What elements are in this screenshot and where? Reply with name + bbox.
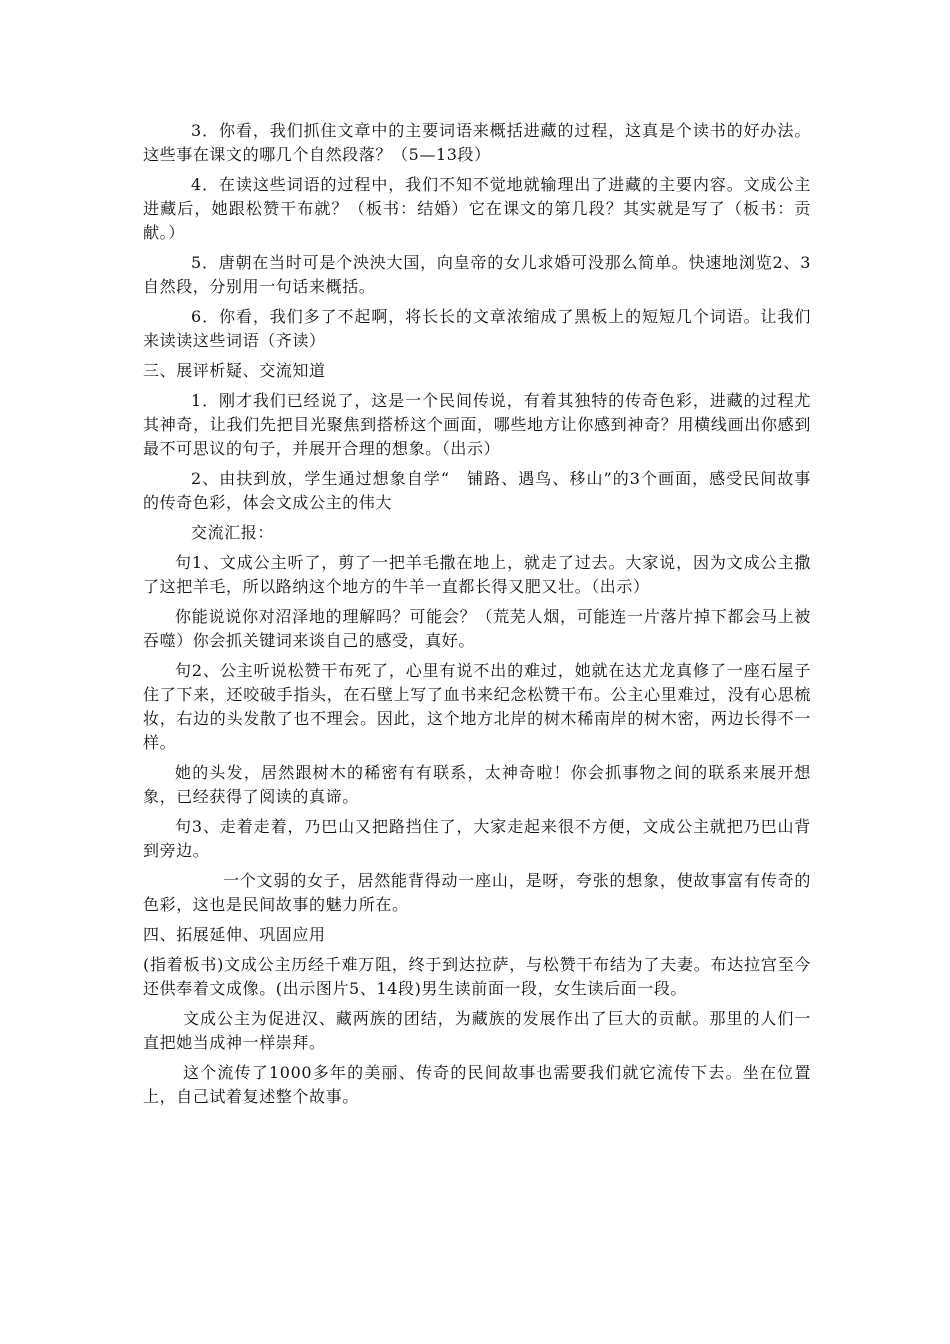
paragraph-step-4: 4．在读这些词语的过程中，我们不知不觉地就输理出了进藏的主要内容。文成公主进藏后，她跟松赞干布就？（板书：结婚）它在课文的第几段？其实就是写了（板书：贡献。） xyxy=(143,175,811,242)
paragraph-point-2: 2、由扶到放，学生通过想象自学“ 铺路、遇鸟、移山”的3个画面，感受民间故事的传奇色彩，体会文成公主的伟大 xyxy=(143,469,811,512)
paragraph-extension-1: (指着板书)文成公主历经千难万阻，终于到达拉萨，与松赞干布结为了夫妻。布达拉宫至今还供奉着文成像。(出示图片5、14段)男生读前面一段，女生读后面一段。 xyxy=(143,955,811,998)
paragraph-step-6: 6．你看，我们多了不起啊，将长长的文章浓缩成了黑板上的短短几个词语。让我们来读读这些词语（齐读） xyxy=(143,307,811,350)
paragraph-discussion-1: 你能说说你对沼泽地的理解吗？可能会？（荒芜人烟，可能连一片落片掉下都会马上被吞噬）你会抓关键词来谈自己的感受，真好。 xyxy=(143,607,811,650)
paragraph-point-1: 1．刚才我们已经说了，这是一个民间传说，有着其独特的传奇色彩，进藏的过程尤其神奇，让我们先把目光聚焦到搭桥这个画面，哪些地方让你感到神奇？用横线画出你感到最不可思议的句子，并展开合理的想象。（出示） xyxy=(143,391,811,458)
paragraph-sentence-1: 句1、文成公主听了，剪了一把羊毛撒在地上，就走了过去。大家说，因为文成公主撒了这把羊毛，所以路纳这个地方的牛羊一直都长得又肥又壮。（出示） xyxy=(143,553,811,596)
paragraph-discussion-2: 她的头发，居然跟树木的稀密有有联系，太神奇啦！你会抓事物之间的联系来展开想象，已经获得了阅读的真谛。 xyxy=(143,763,811,806)
document-body xyxy=(143,119,811,1115)
paragraph-sentence-2: 句2、公主听说松赞干布死了，心里有说不出的难过，她就在达尤龙真修了一座石屋子住了下来，还咬破手指头，在石壁上写了血书来纪念松赞干布。公主心里难过，没有心思梳妆，右边的头发散了也不理会。因此，这个地方北岸的树木稀南岸的树木密，两边长得不一样。 xyxy=(143,661,811,752)
paragraph-report-label: 交流汇报： xyxy=(191,523,275,542)
paragraph-extension-3: 这个流传了1000多年的美丽、传奇的民间故事也需要我们就它流传下去。坐在位置上，自己试着复述整个故事。 xyxy=(143,1063,811,1106)
paragraph-step-5: 5．唐朝在当时可是个泱泱大国，向皇帝的女儿求婚可没那么简单。快速地浏览2、3自然段，分别用一句话来概括。 xyxy=(143,253,811,296)
section-heading-4: 四、拓展延伸、巩固应用 xyxy=(143,925,326,944)
section-heading-3: 三、展评析疑、交流知道 xyxy=(143,361,326,380)
paragraph-discussion-3: 一个文弱的女子，居然能背得动一座山，是呀，夸张的想象，使故事富有传奇的色彩，这也是民间故事的魅力所在。 xyxy=(143,871,811,914)
paragraph-extension-2: 文成公主为促进汉、藏两族的团结，为藏族的发展作出了巨大的贡献。那里的人们一直把她当成神一样崇拜。 xyxy=(143,1009,811,1052)
paragraph-sentence-3: 句3、走着走着，乃巴山又把路挡住了，大家走起来很不方便，文成公主就把乃巴山背到旁边。 xyxy=(143,817,811,860)
paragraph-step-3: 3．你看，我们抓住文章中的主要词语来概括进藏的过程，这真是个读书的好办法。这些事在课文的哪几个自然段落？（5—13段） xyxy=(143,121,811,164)
